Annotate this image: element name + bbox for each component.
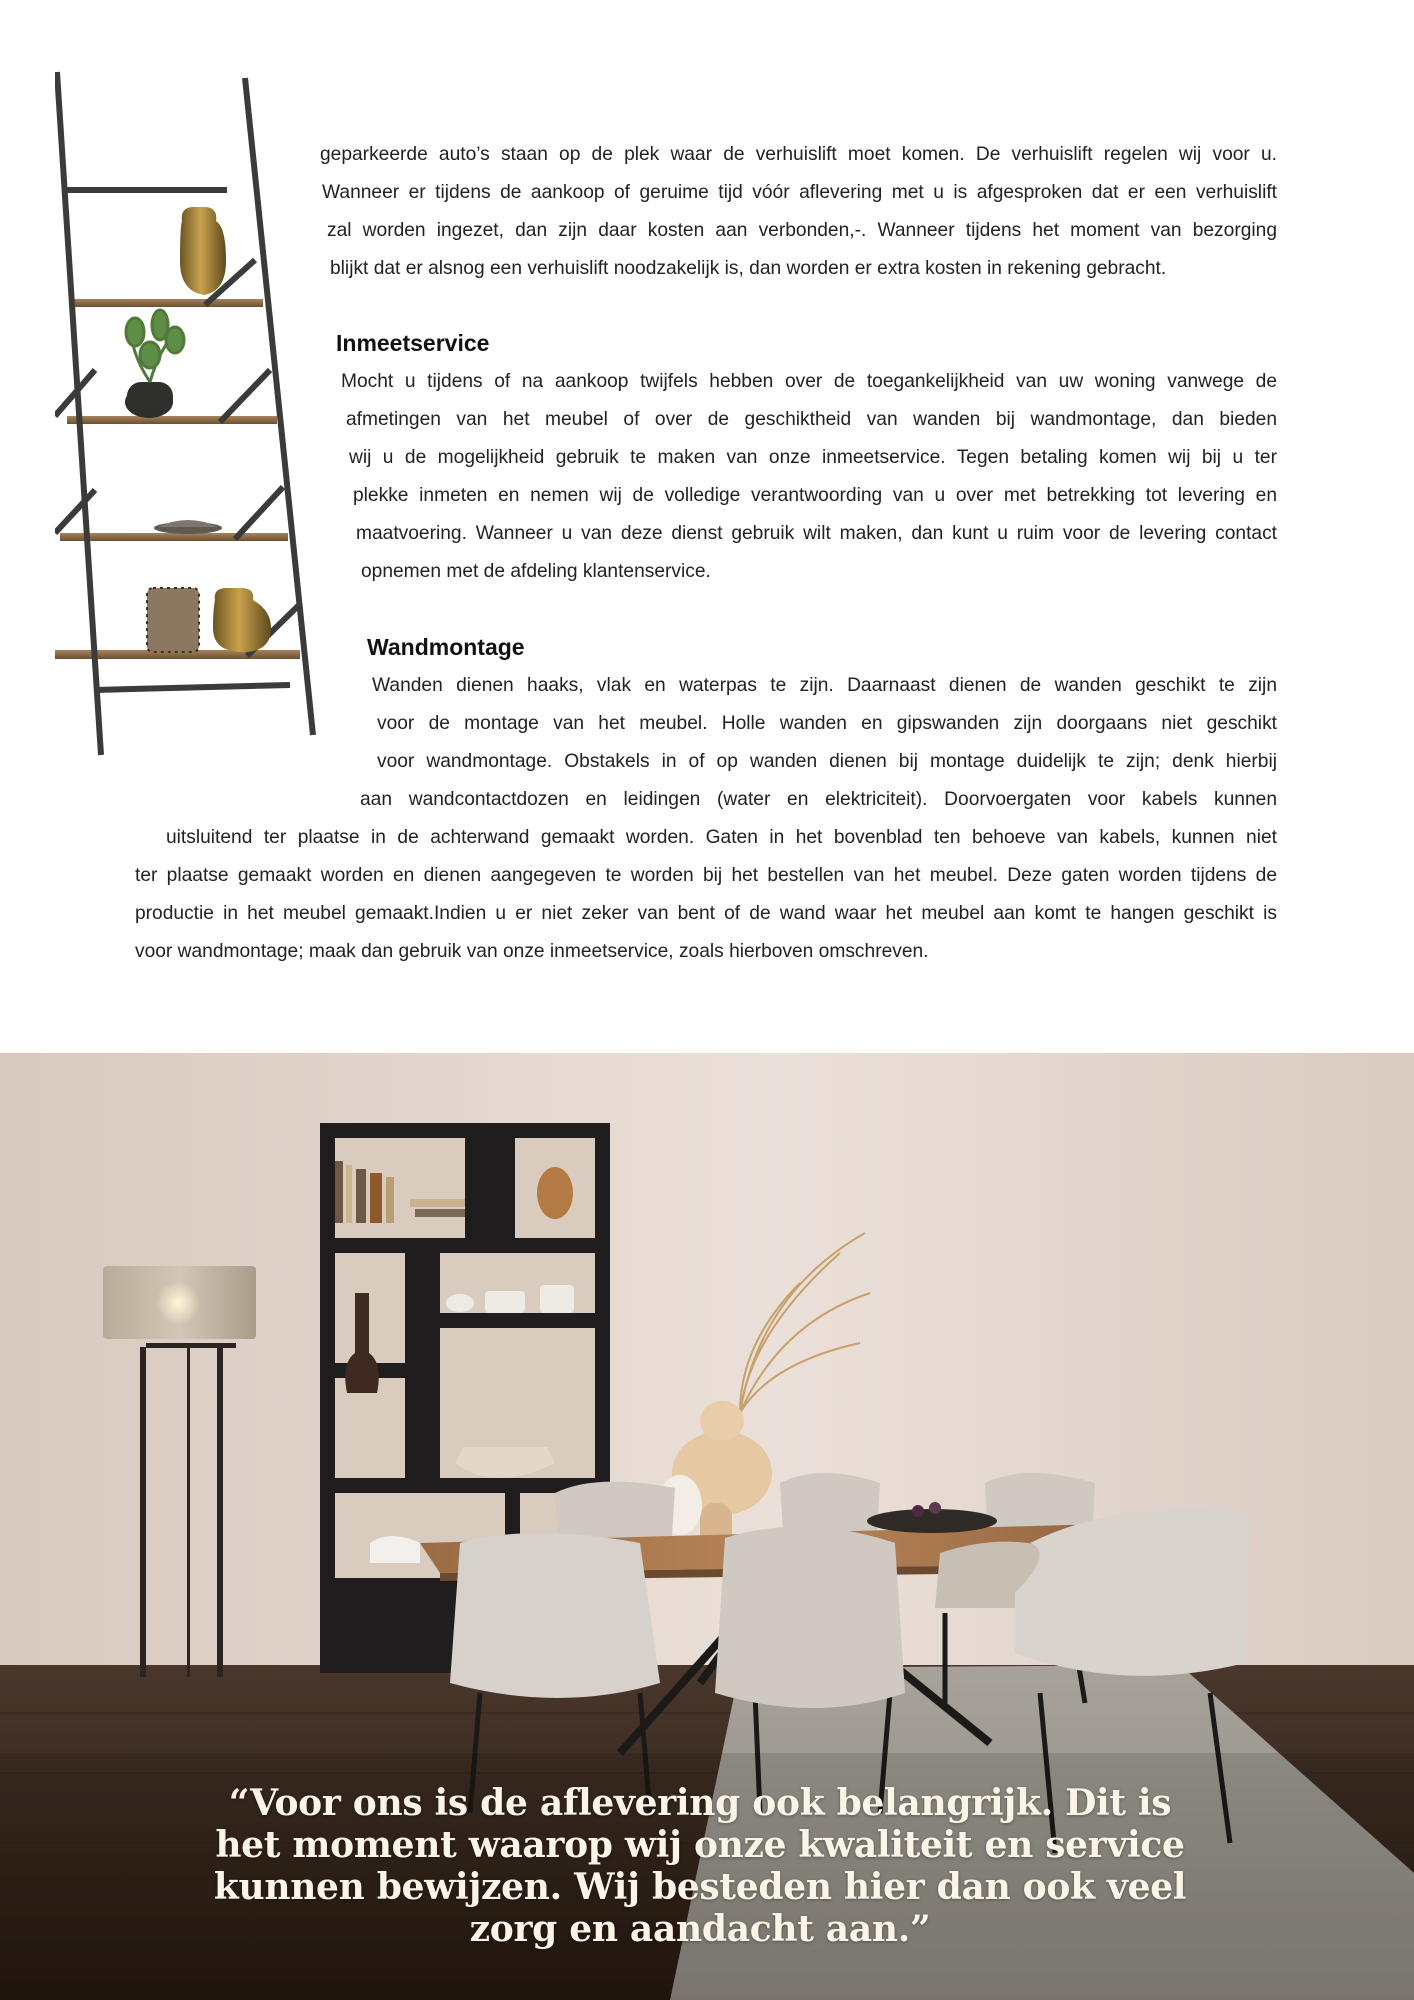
section-heading-inmeetservice: Inmeetservice	[336, 330, 490, 356]
paragraph-line: afmetingen van het meubel of over de geschiktheid van wanden bij wandmontage, dan bieden	[346, 409, 1277, 430]
quote-line: kunnen bewijzen. Wij besteden hier dan ook veel	[213, 1866, 1187, 1908]
paragraph-line: Wanneer er tijdens de aankoop of geruime tijd vóór aflevering met u is afgesproken dat er een verhuislift	[322, 182, 1277, 203]
section-heading-wandmontage: Wandmontage	[367, 634, 525, 660]
paragraph-line: aan wandcontactdozen en leidingen (water en elektriciteit). Doorvoergaten voor kabels kunnen	[360, 789, 1277, 810]
ladder-shelf-image	[55, 70, 330, 770]
paragraph-line: uitsluitend ter plaatse in de achterwand gemaakt worden. Gaten in het bovenblad ten behoeve van kabels, kunnen niet	[166, 827, 1277, 848]
decor-objects	[125, 207, 271, 652]
paragraph-line: geparkeerde auto’s staan op de plek waar de verhuislift moet komen. De verhuislift regelen wij voor u.	[320, 144, 1277, 165]
quote-line: “Voor ons is de aflevering ook belangrijk. Dit is	[228, 1782, 1172, 1824]
paragraph-line: voor wandmontage. Obstakels in of op wanden dienen bij montage duidelijk te zijn; denk hierbij	[377, 751, 1277, 772]
paragraph-line: Wanden dienen haaks, vlak en waterpas te zijn. Daarnaast dienen de wanden geschikt te zijn	[372, 675, 1277, 696]
paragraph-line: maatvoering. Wanneer u van deze dienst gebruik wilt maken, dan kunt u ruim voor de levering contact	[356, 523, 1277, 544]
paragraph-line: voor de montage van het meubel. Holle wanden en gipswanden zijn doorgaans niet geschikt	[377, 713, 1277, 734]
paragraph-line: voor wandmontage; maak dan gebruik van onze inmeetservice, zoals hierboven omschreven.	[135, 941, 929, 962]
paragraph-line: productie in het meubel gemaakt.Indien u er niet zeker van bent of de wand waar het meubel aan komt te hangen geschikt is	[135, 903, 1277, 924]
paragraph-line: opnemen met de afdeling klantenservice.	[361, 561, 711, 582]
paragraph-line: ter plaatse gemaakt worden en dienen aangegeven te worden bij het bestellen van het meubel. Deze gaten worden tijdens de	[135, 865, 1277, 886]
paragraph-line: Mocht u tijdens of na aankoop twijfels hebben over de toegankelijkheid van uw woning vanwege de	[341, 371, 1277, 392]
quote-line: zorg en aandacht aan.”	[469, 1908, 931, 1950]
paragraph-line: plekke inmeten en nemen wij de volledige verantwoording van u over met betrekking tot levering en	[353, 485, 1277, 506]
quote-line: het moment waarop wij onze kwaliteit en service	[215, 1824, 1185, 1866]
paragraph-line: zal worden ingezet, dan zijn daar kosten aan verbonden,-. Wanneer tijdens het moment van bezorging	[327, 220, 1277, 241]
paragraph-line: blijkt dat er alsnog een verhuislift noodzakelijk is, dan worden er extra kosten in rekening gebracht.	[330, 258, 1167, 279]
paragraph-line: wij u de mogelijkheid gebruik te maken van onze inmeetservice. Tegen betaling komen wij bij u ter	[349, 447, 1277, 468]
pull-quote	[200, 1782, 1200, 1950]
